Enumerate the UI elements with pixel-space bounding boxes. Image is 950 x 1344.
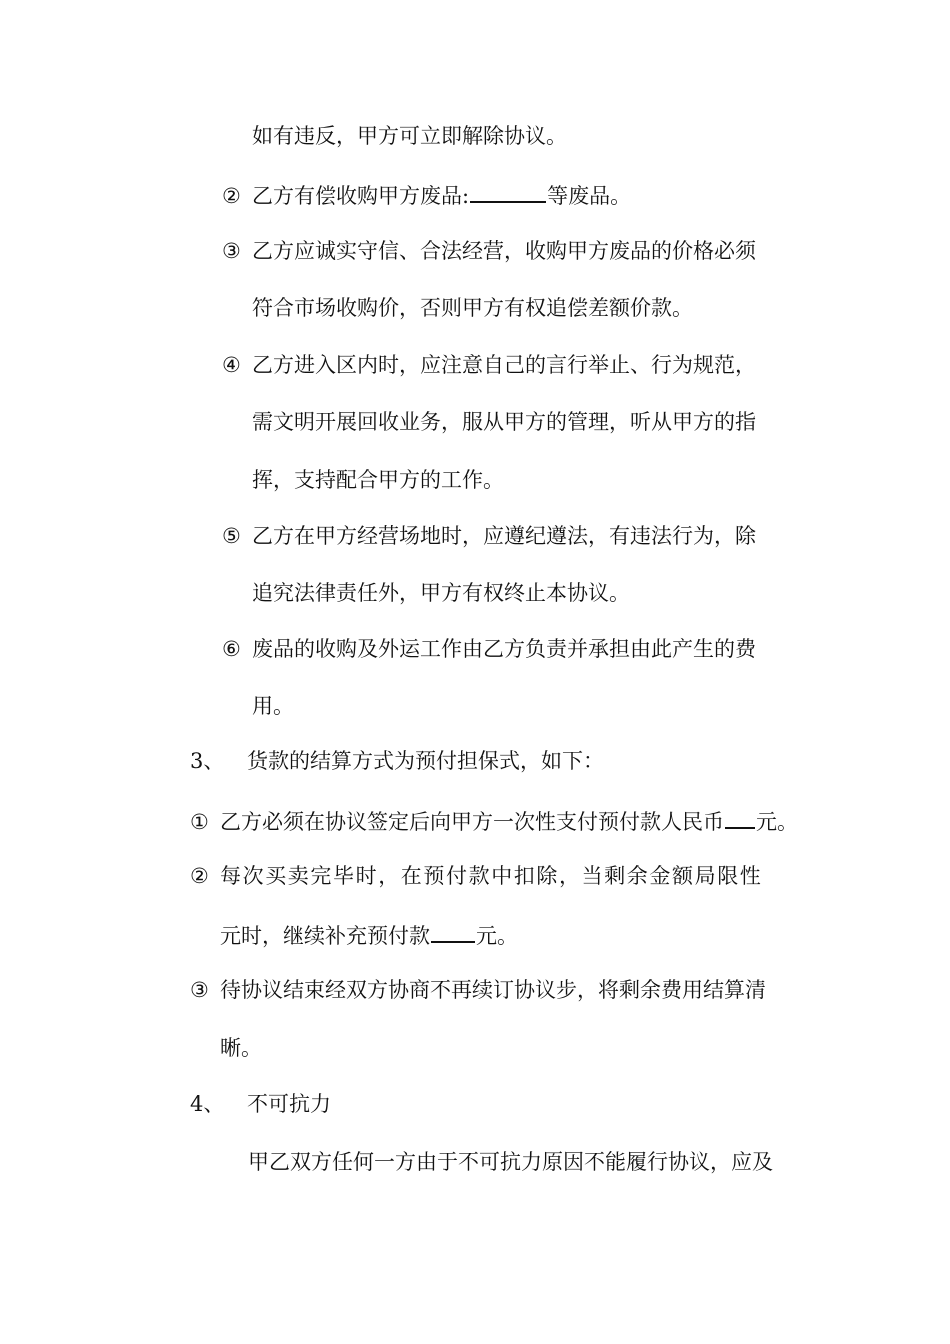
item-text: 待协议结束经双方协商不再续订协议步，将剩余费用结算清: [220, 978, 766, 1002]
text-line: [252, 294, 693, 322]
text-line: [248, 1148, 773, 1176]
item-number: ②: [222, 184, 241, 208]
item-number: ③: [222, 239, 241, 263]
item-number: ④: [222, 353, 241, 377]
item-number: ③: [190, 978, 209, 1002]
item-text: 每次买卖完毕时，在预付款中扣除，当剩余金额局限性: [220, 864, 763, 888]
text-line: [252, 692, 294, 720]
list-item: [222, 237, 756, 265]
item-text: 晰。: [220, 1036, 262, 1060]
list-item: [190, 862, 762, 890]
item-number: ②: [190, 864, 209, 888]
item-text: 符合市场收购价，否则甲方有权追偿差额价款。: [252, 296, 693, 320]
item-text: 乙方应诚实守信、合法经营，收购甲方废品的价格必须: [252, 239, 756, 263]
item-text: 元时，继续补充预付款: [220, 924, 430, 948]
item-text: 追究法律责任外，甲方有权终止本协议。: [252, 581, 630, 605]
fill-in-blank: [725, 805, 755, 829]
list-item: [222, 522, 756, 550]
item-text: 废品的收购及外运工作由乙方负责并承担由此产生的费: [252, 637, 756, 661]
text-line: [220, 1034, 262, 1062]
text-line: [252, 579, 630, 607]
section-number: 3、: [190, 749, 225, 773]
item-text: 挥，支持配合甲方的工作。: [252, 468, 504, 492]
section-heading: [190, 747, 604, 775]
paragraph-text: 如有违反，甲方可立即解除协议。: [252, 124, 567, 148]
text-line: [252, 466, 504, 494]
item-text: 用。: [252, 694, 294, 718]
paragraph-text: 甲乙双方任何一方由于不可抗力原因不能履行协议，应及: [248, 1150, 773, 1174]
item-text: 乙方在甲方经营场地时，应遵纪遵法，有违法行为，除: [252, 524, 756, 548]
item-number: ①: [190, 810, 209, 834]
list-item: [190, 805, 798, 836]
fill-in-blank: [470, 179, 546, 203]
item-text: 乙方必须在协议签定后向甲方一次性支付预付款人民币: [220, 810, 724, 834]
item-number: ⑥: [222, 637, 241, 661]
text-line: [220, 919, 518, 950]
section-number: 4、: [190, 1092, 225, 1116]
list-item: [222, 351, 756, 379]
item-text: 等废品。: [547, 184, 632, 208]
list-item: [222, 635, 756, 663]
item-text: 元。: [756, 810, 798, 834]
fill-in-blank: [431, 919, 475, 943]
item-text: 乙方进入区内时，应注意自己的言行举止、行为规范，: [252, 353, 756, 377]
section-heading: [190, 1090, 331, 1118]
item-text: 乙方有偿收购甲方废品:: [252, 184, 470, 208]
item-text: 需文明开展回收业务，服从甲方的管理，听从甲方的指: [252, 410, 756, 434]
item-text: 元。: [476, 924, 518, 948]
list-item: [222, 179, 631, 210]
text-line: [252, 122, 567, 150]
section-title: 不可抗力: [247, 1092, 331, 1116]
item-number: ⑤: [222, 524, 241, 548]
list-item: [190, 976, 766, 1004]
section-title: 货款的结算方式为预付担保式，如下：: [247, 749, 604, 773]
text-line: [252, 408, 756, 436]
